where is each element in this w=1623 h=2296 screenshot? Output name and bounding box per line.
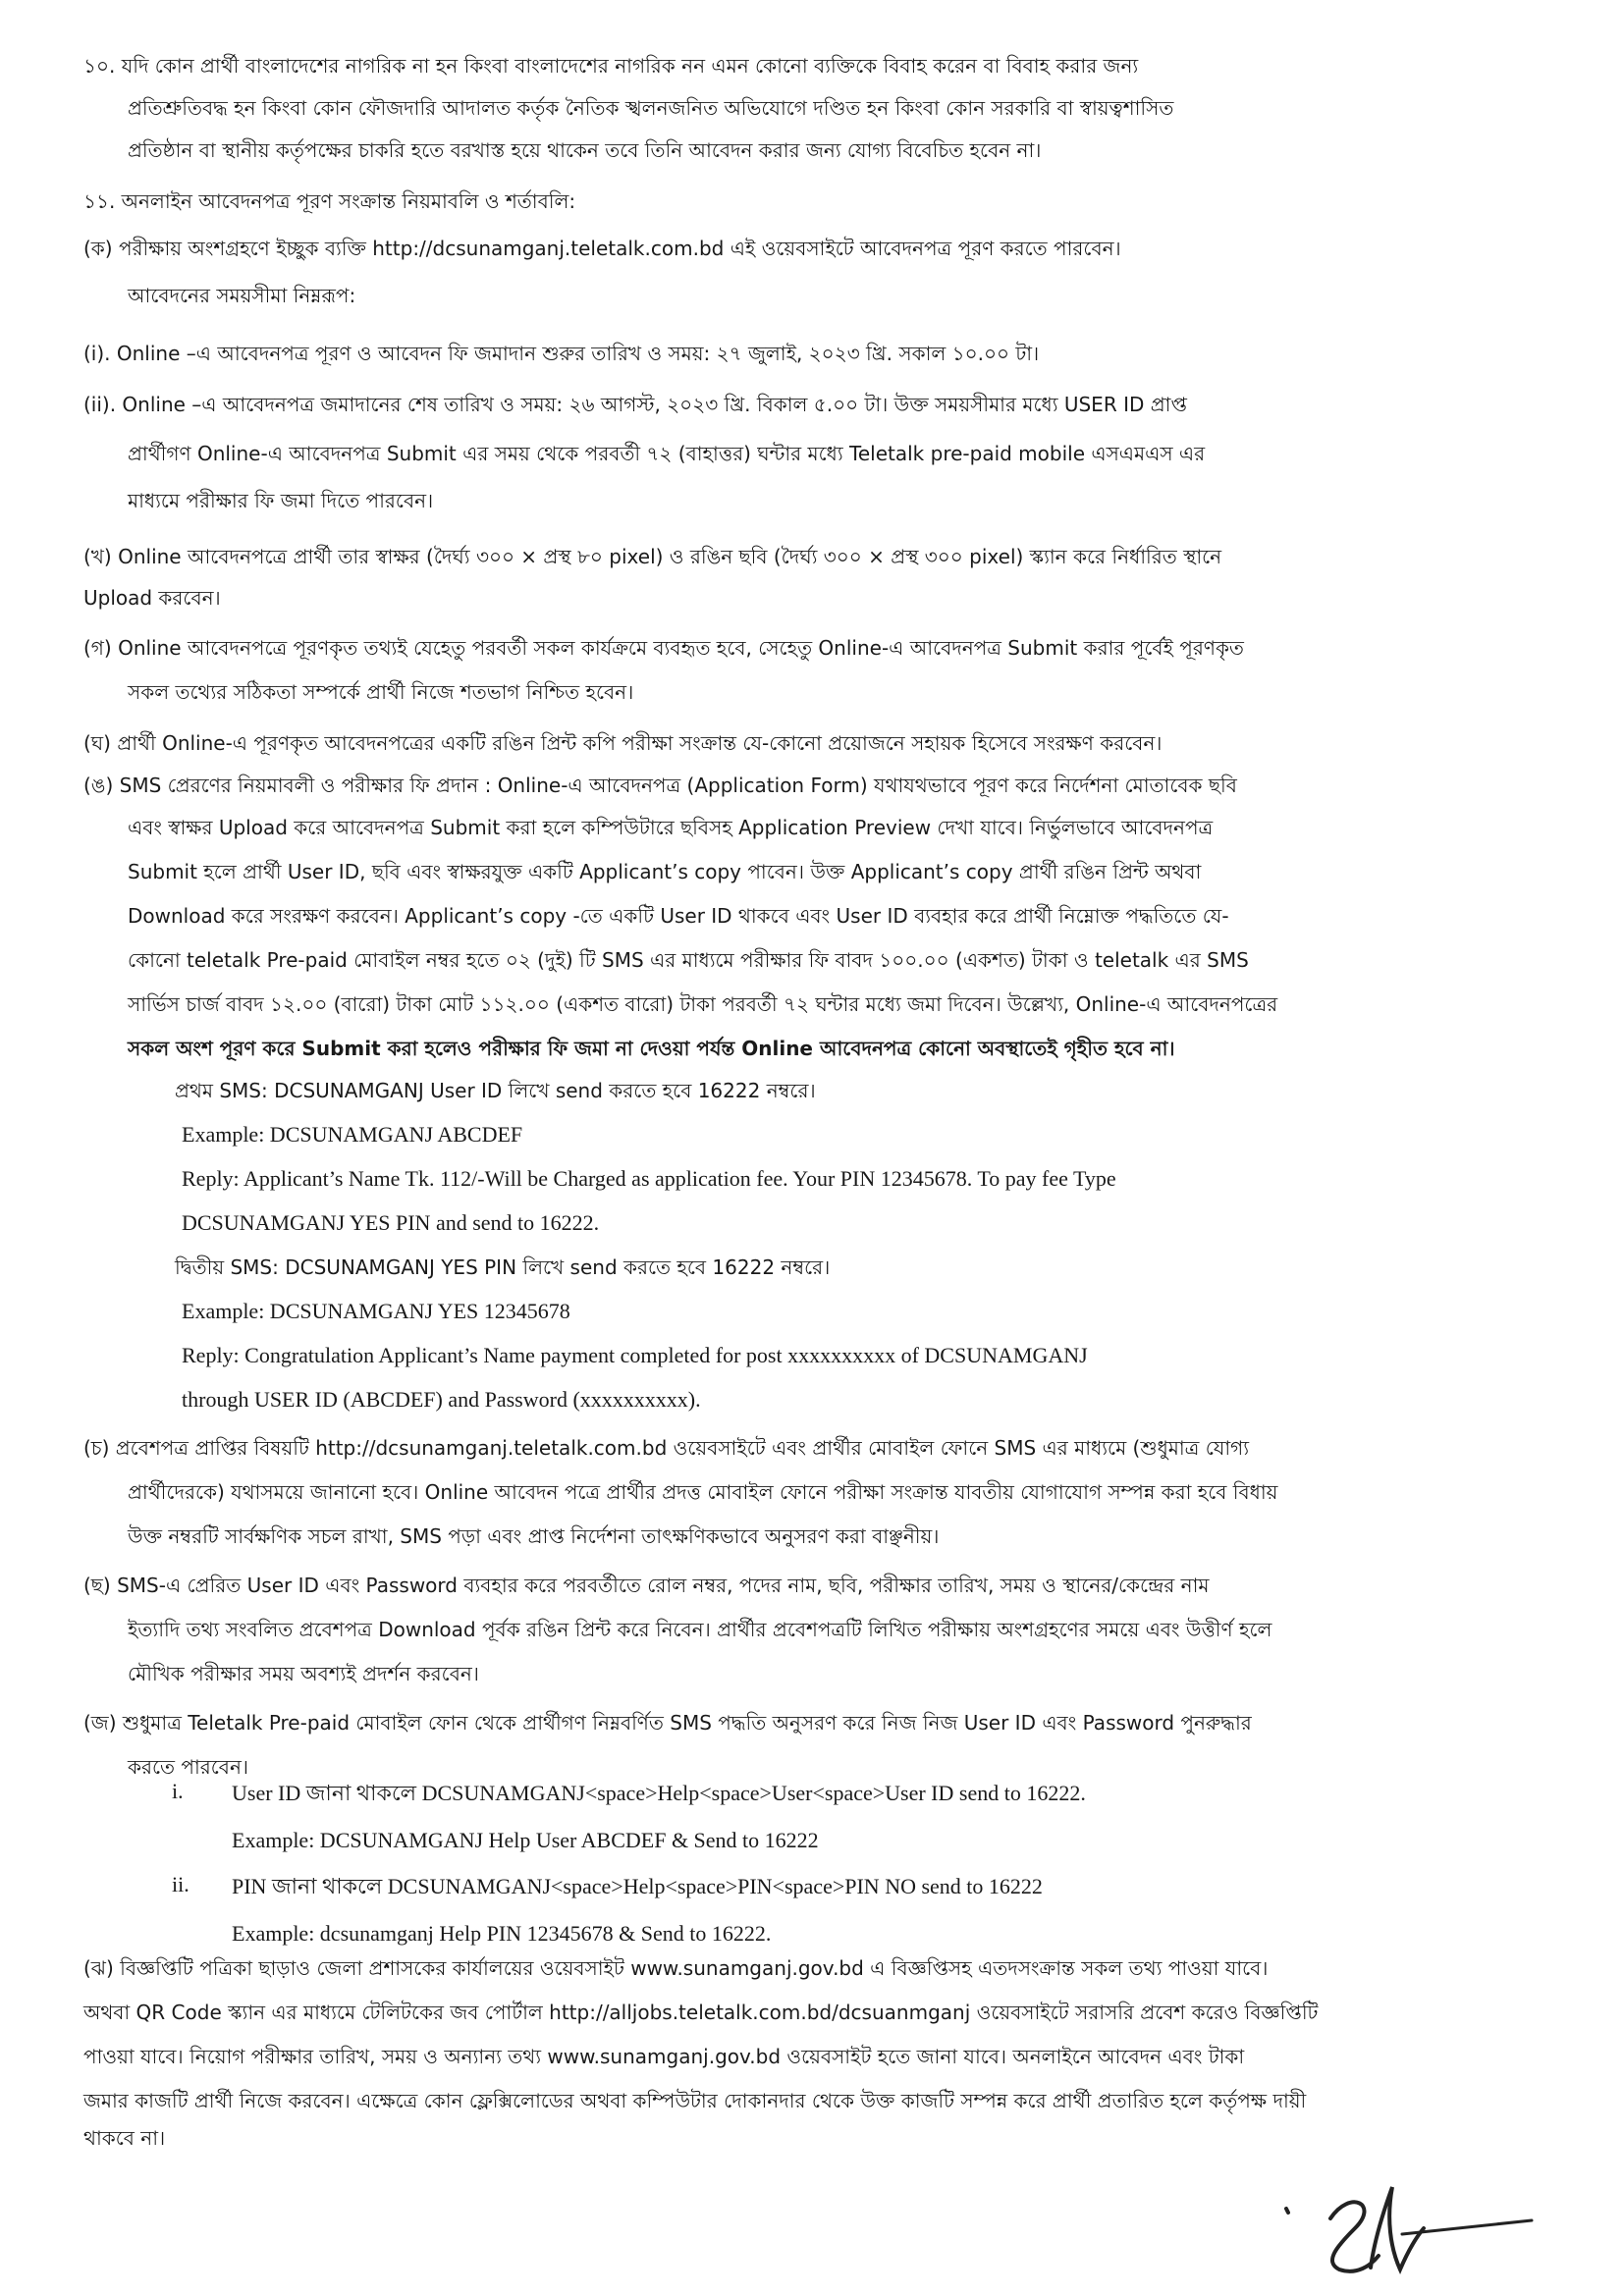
item-ii-line-2: প্রার্থীগণ Online-এ আবেদনপত্র Submit এর সময় থেকে পরবর্তী ৭২ (বাহাত্তর) ঘন্টার মধ্যে Teletalk pre-paid mobile এসএমএস এর <box>128 442 1206 465</box>
item-ka-line-2: আবেদনের সময়সীমা নিম্নরূপ: <box>128 284 356 307</box>
sub-item-ii-text: PIN জানা থাকলে DCSUNAMGANJ<space>Help<space>PIN<space>PIN NO send to 16222 <box>232 1874 1043 1898</box>
item-i-start-date: (i). Online –এ আবেদনপত্র পূরণ ও আবেদন ফি জমাদান শুরুর তারিখ ও সময়: ২৭ জুলাই, ২০২৩ খ্রি. সকাল ১০.০০ টা। <box>83 342 1040 365</box>
first-sms-reply-line-2: DCSUNAMGANJ YES PIN and send to 16222. <box>182 1210 600 1235</box>
first-sms-instruction: প্রথম SMS: DCSUNAMGANJ User ID লিখে send করতে হবে 16222 নম্বরে। <box>175 1079 816 1102</box>
item-ja-line-1: (জ) শুধুমাত্র Teletalk Pre-paid মোবাইল ফোন থেকে প্রার্থীগণ নিম্নবর্ণিত SMS পদ্ধতি অনুসরণ করে নিজ নিজ User ID এবং Password পুনরুদ্ধার <box>83 1711 1252 1735</box>
item-uma-line-2: এবং স্বাক্ষর Upload করে আবেদনপত্র Submit করা হলে কম্পিউটারে ছবিসহ Application Preview দেখা যাবে। নির্ভুলভাবে আবেদনপত্র <box>128 816 1214 839</box>
item-ga-line-1: (গ) Online আবেদনপত্রে পূরণকৃত তথ্যই যেহেতু পরবর্তী সকল কার্যক্রমে ব্যবহৃত হবে, সেহেতু Online-এ আবেদনপত্র Submit করার পূর্বেই পূরণকৃত <box>83 636 1244 660</box>
item-cha-line-2: প্রার্থীদেরকে) যথাসময়ে জানানো হবে। Online আবেদন পত্রে প্রার্থীর প্রদত্ত মোবাইল ফোনে পরীক্ষা সংক্রান্ত যাবতীয় যোগাযোগ সম্পন্ন করা হবে বিধায় <box>128 1480 1278 1504</box>
item-gha: (ঘ) প্রার্থী Online-এ পূরণকৃত আবেদনপত্রের একটি রঙিন প্রিন্ট কপি পরীক্ষা সংক্রান্ত যে-কোনো প্রয়োজনে সহায়ক হিসেবে সংরক্ষণ করবেন। <box>83 731 1163 755</box>
second-sms-reply-line-1: Reply: Congratulation Applicant’s Name payment completed for post xxxxxxxxxx of DCSUNAMGANJ <box>182 1343 1088 1367</box>
item-ja-line-2: করতে পারবেন। <box>128 1755 249 1779</box>
item-cha-line-3: উক্ত নম্বরটি সার্বক্ষণিক সচল রাখা, SMS পড়া এবং প্রাপ্ত নির্দেশনা তাৎক্ষণিকভাবে অনুসরণ করা বাঞ্ছনীয়। <box>128 1524 940 1548</box>
para-10-line-2: প্রতিশ্রুতিবদ্ধ হন কিংবা কোন ফৌজদারি আদালত কর্তৃক নৈতিক স্খলনজনিত অভিযোগে দণ্ডিত হন কিংবা কোন সরকারি বা স্বায়ত্বশাসিত <box>128 96 1174 120</box>
item-jha-line-4: জমার কাজটি প্রার্থী নিজে করবেন। এক্ষেত্রে কোন ফ্লেক্সিলোডের অথবা কম্পিউটার দোকানদার থেকে উক্ত কাজটি সম্পন্ন করে প্রার্থী প্রতারিত হলে কর্তৃপক্ষ দায়ী <box>83 2089 1307 2112</box>
item-ga-line-2: সকল তথ্যের সঠিকতা সম্পর্কে প্রার্থী নিজে শতভাগ নিশ্চিত হবেন। <box>128 680 634 704</box>
item-uma-line-5: কোনো teletalk Pre-paid মোবাইল নম্বর হতে ০২ (দুই) টি SMS এর মাধ্যমে পরীক্ষার ফি বাবদ ১০০.০০ (একশত) টাকা ও teletalk এর SMS <box>128 948 1249 972</box>
item-chha-line-2: ইত্যাদি তথ্য সংবলিত প্রবেশপত্র Download পূর্বক রঙিন প্রিন্ট করে নিবেন। প্রার্থীর প্রবেশপত্রটি লিখিত পরীক্ষায় অংশগ্রহণের সময়ে এবং উত্তীর্ণ হলে <box>128 1618 1272 1641</box>
sub-item-i-text: User ID জানা থাকলে DCSUNAMGANJ<space>Help<space>User<space>User ID send to 16222. <box>232 1781 1086 1805</box>
item-jha-line-2: অথবা QR Code স্ক্যান এর মাধ্যমে টেলিটকের জব পোর্টাল http://alljobs.teletalk.com.bd/dcsuanmganj ওয়েবসাইটে সরাসরি প্রবেশ করেও বিজ্ঞপ্তিটি <box>83 2001 1319 2024</box>
item-jha-line-1: (ঝ) বিজ্ঞপ্তিটি পত্রিকা ছাড়াও জেলা প্রশাসকের কার্যালয়ের ওয়েবসাইট www.sunamganj.gov.bd এ বিজ্ঞপ্তিসহ এতদসংক্রান্ত সকল তথ্য পাওয়া যাবে। <box>83 1956 1269 1980</box>
para-10-line-1: ১০. যদি কোন প্রার্থী বাংলাদেশের নাগরিক না হন কিংবা বাংলাদেশের নাগরিক নন এমন কোনো ব্যক্তিকে বিবাহ করেন বা বিবাহ করার জন্য <box>83 54 1139 78</box>
sub-item-i-marker: i. <box>172 1779 184 1803</box>
sub-item-ii-example: Example: dcsunamganj Help PIN 12345678 & Send to 16222. <box>232 1921 772 1946</box>
handwritten-signature <box>1276 2179 1571 2287</box>
second-sms-instruction: দ্বিতীয় SMS: DCSUNAMGANJ YES PIN লিখে send করতে হবে 16222 নম্বরে। <box>175 1255 831 1279</box>
item-uma-line-1: (ঙ) SMS প্রেরণের নিয়মাবলী ও পরীক্ষার ফি প্রদান : Online-এ আবেদনপত্র (Application Form) যথাযথভাবে পূরণ করে নির্দেশনা মোতাবেক ছবি <box>83 774 1237 797</box>
item-cha-line-1: (চ) প্রবেশপত্র প্রাপ্তির বিষয়টি http://dcsunamganj.teletalk.com.bd ওয়েবসাইটে এবং প্রার্থীর মোবাইল ফোনে SMS এর মাধ্যমে (শুধুমাত্র যোগ্য <box>83 1436 1250 1460</box>
first-sms-reply-line-1: Reply: Applicant’s Name Tk. 112/-Will be Charged as application fee. Your PIN 12345678. To pay fee Type <box>182 1166 1116 1191</box>
item-chha-line-1: (ছ) SMS-এ প্রেরিত User ID এবং Password ব্যবহার করে পরবর্তীতে রোল নম্বর, পদের নাম, ছবি, পরীক্ষার তারিখ, সময় ও স্থানের/কেন্দ্রের নাম <box>83 1574 1210 1597</box>
item-ii-line-1: (ii). Online –এ আবেদনপত্র জমাদানের শেষ তারিখ ও সময়: ২৬ আগস্ট, ২০২৩ খ্রি. বিকাল ৫.০০ টা। উক্ত সময়সীমার মধ্যে USER ID প্রাপ্ত <box>83 393 1187 416</box>
sub-item-ii-marker: ii. <box>172 1872 189 1896</box>
second-sms-reply-line-2: through USER ID (ABCDEF) and Password (xxxxxxxxxx). <box>182 1387 701 1412</box>
item-jha-line-3: পাওয়া যাবে। নিয়োগ পরীক্ষার তারিখ, সময় ও অন্যান্য তথ্য www.sunamganj.gov.bd ওয়েবসাইট হতে জানা যাবে। অনলাইনে আবেদন এবং টাকা <box>83 2045 1245 2068</box>
second-sms-example: Example: DCSUNAMGANJ YES 12345678 <box>182 1299 570 1323</box>
item-uma-line-3: Submit হলে প্রার্থী User ID, ছবি এবং স্বাক্ষরযুক্ত একটি Applicant’s copy পাবেন। উক্ত Applicant’s copy প্রার্থী রঙিন প্রিন্ট অথবা <box>128 860 1202 883</box>
item-uma-line-4: Download করে সংরক্ষণ করবেন। Applicant’s copy -তে একটি User ID থাকবে এবং User ID ব্যবহার করে প্রার্থী নিম্নোক্ত পদ্ধতিতে যে- <box>128 904 1229 928</box>
item-ii-line-3: মাধ্যমে পরীক্ষার ফি জমা দিতে পারবেন। <box>128 489 434 512</box>
item-kha-line-2: Upload করবেন। <box>83 586 221 610</box>
item-uma-line-7: সকল অংশ পূরণ করে Submit করা হলেও পরীক্ষার ফি জমা না দেওয়া পর্যন্ত Online আবেদনপত্র কোনো অবস্থাতেই গৃহীত হবে না। <box>128 1037 1175 1060</box>
sub-item-i-example: Example: DCSUNAMGANJ Help User ABCDEF & Send to 16222 <box>232 1828 819 1852</box>
item-jha-line-5: থাকবে না। <box>83 2126 166 2150</box>
item-kha-line-1: (খ) Online আবেদনপত্রে প্রার্থী তার স্বাক্ষর (দৈর্ঘ্য ৩০০ × প্রস্থ ৮০ pixel) ও রঙিন ছবি (দৈর্ঘ্য ৩০০ × প্রস্থ ৩০০ pixel) স্ক্যান করে নির্ধারিত স্থানে <box>83 545 1222 568</box>
first-sms-example: Example: DCSUNAMGANJ ABCDEF <box>182 1122 523 1147</box>
section-11-heading: ১১. অনলাইন আবেদনপত্র পূরণ সংক্রান্ত নিয়মাবলি ও শর্তাবলি: <box>83 189 576 213</box>
item-ka-line-1: (ক) পরীক্ষায় অংশগ্রহণে ইচ্ছুক ব্যক্তি http://dcsunamganj.teletalk.com.bd এই ওয়েবসাইটে আবেদনপত্র পূরণ করতে পারবেন। <box>83 237 1121 260</box>
para-10-line-3: প্রতিষ্ঠান বা স্থানীয় কর্তৃপক্ষের চাকরি হতে বরখাস্ত হয়ে থাকেন তবে তিনি আবেদন করার জন্য যোগ্য বিবেচিত হবেন না। <box>128 138 1042 162</box>
item-uma-line-6: সার্ভিস চার্জ বাবদ ১২.০০ (বারো) টাকা মোট ১১২.০০ (একশত বারো) টাকা পরবর্তী ৭২ ঘন্টার মধ্যে জমা দিবেন। উল্লেখ্য, Online-এ আবেদনপত্রের <box>128 992 1278 1016</box>
item-chha-line-3: মৌখিক পরীক্ষার সময় অবশ্যই প্রদর্শন করবেন। <box>128 1662 479 1685</box>
